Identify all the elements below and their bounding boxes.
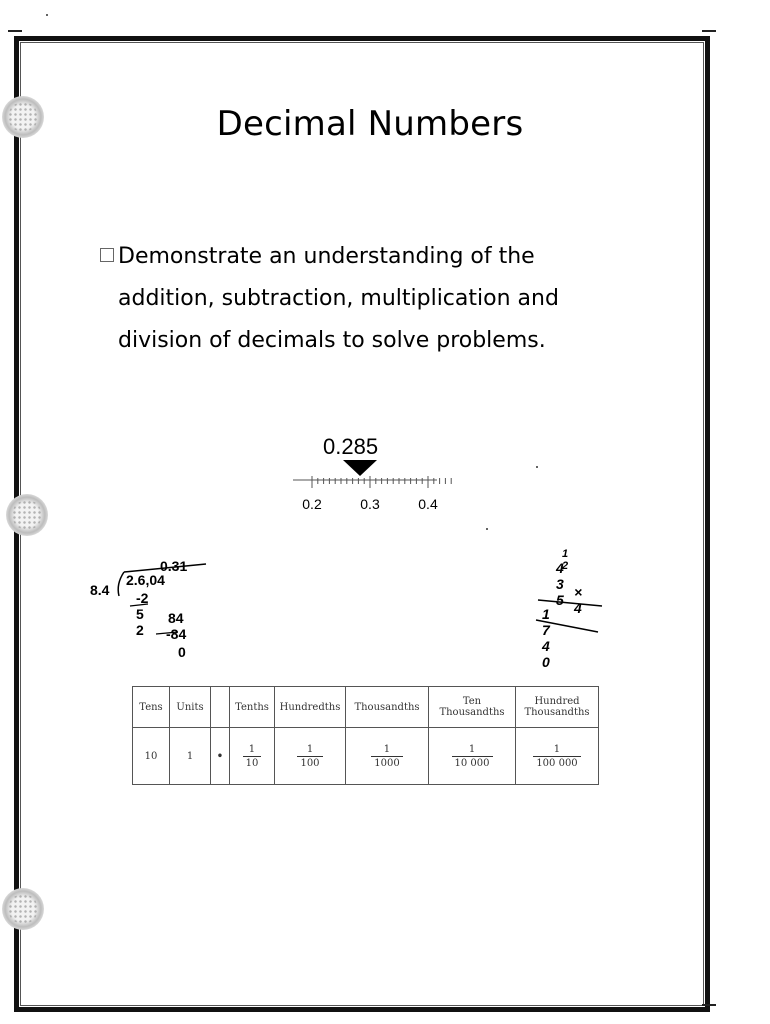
- division-bracket: [86, 546, 226, 666]
- column-header: Thousandths: [346, 687, 429, 728]
- remainder: 0: [178, 644, 186, 660]
- table-row: [133, 728, 599, 785]
- table-cell: [429, 728, 516, 785]
- scan-speck: [536, 466, 538, 468]
- number-line-value: 0.285: [323, 434, 379, 459]
- subtraction-step: -2 5 2: [136, 590, 149, 638]
- table-cell: 10: [133, 728, 170, 785]
- multiplicand: 4 3 5: [556, 560, 564, 608]
- dividend: 2.6,04: [126, 572, 165, 588]
- number-line: [285, 456, 455, 518]
- table-cell: [346, 728, 429, 785]
- page-inner-border: [20, 42, 704, 1006]
- binder-hole-icon: [6, 494, 48, 536]
- column-header: Hundredths: [275, 687, 346, 728]
- column-header: Units: [170, 687, 211, 728]
- pointer-triangle-icon: [343, 460, 377, 476]
- corner-mark: [8, 30, 22, 32]
- product: 1 7 4 0: [542, 606, 550, 670]
- quotient: 0.31: [160, 558, 188, 574]
- fraction: $\frac{1}{1000}$: [371, 743, 402, 770]
- tick-label: 0.4: [418, 496, 438, 512]
- column-header: Ten Thousandths: [429, 687, 516, 728]
- column-header: Tens: [133, 687, 170, 728]
- fraction: $\frac{1}{10}$: [243, 743, 262, 770]
- scan-speck: [486, 528, 488, 530]
- binder-hole-icon: [2, 888, 44, 930]
- fraction: $\frac{1}{10 000}$: [452, 743, 493, 770]
- scan-speck: [46, 14, 48, 16]
- fraction: $\frac{1}{100}$: [297, 743, 322, 770]
- bullet-box-icon: [100, 248, 114, 262]
- column-header: [211, 687, 230, 728]
- column-header: Tenths: [230, 687, 275, 728]
- table-cell: [275, 728, 346, 785]
- tick-label: 0.2: [302, 496, 322, 512]
- number-line-ticks: [312, 476, 451, 488]
- carry-digits: 1 2: [562, 548, 569, 572]
- place-value-table: [132, 686, 599, 785]
- decimal-point: •: [211, 728, 230, 785]
- table-cell: 1: [170, 728, 211, 785]
- multiplier: × 4: [574, 584, 583, 616]
- table-cell: [516, 728, 599, 785]
- remainder: 84: [168, 610, 184, 626]
- learning-objective: Demonstrate an understanding of the addition, subtraction, multiplication and division of decimals to solve problems.: [118, 244, 559, 353]
- tick-label: 0.3: [360, 496, 380, 512]
- table-header-row: [133, 687, 599, 728]
- divisor: 8.4: [90, 582, 110, 598]
- column-header: Hundred Thousandths: [516, 687, 599, 728]
- table-cell: [230, 728, 275, 785]
- fraction: $\frac{1}{100 000}$: [533, 743, 580, 770]
- corner-mark: [702, 1004, 716, 1006]
- slide-title: Decimal Numbers: [216, 104, 524, 144]
- subtraction-step: -84: [166, 626, 187, 642]
- corner-mark: [702, 30, 716, 32]
